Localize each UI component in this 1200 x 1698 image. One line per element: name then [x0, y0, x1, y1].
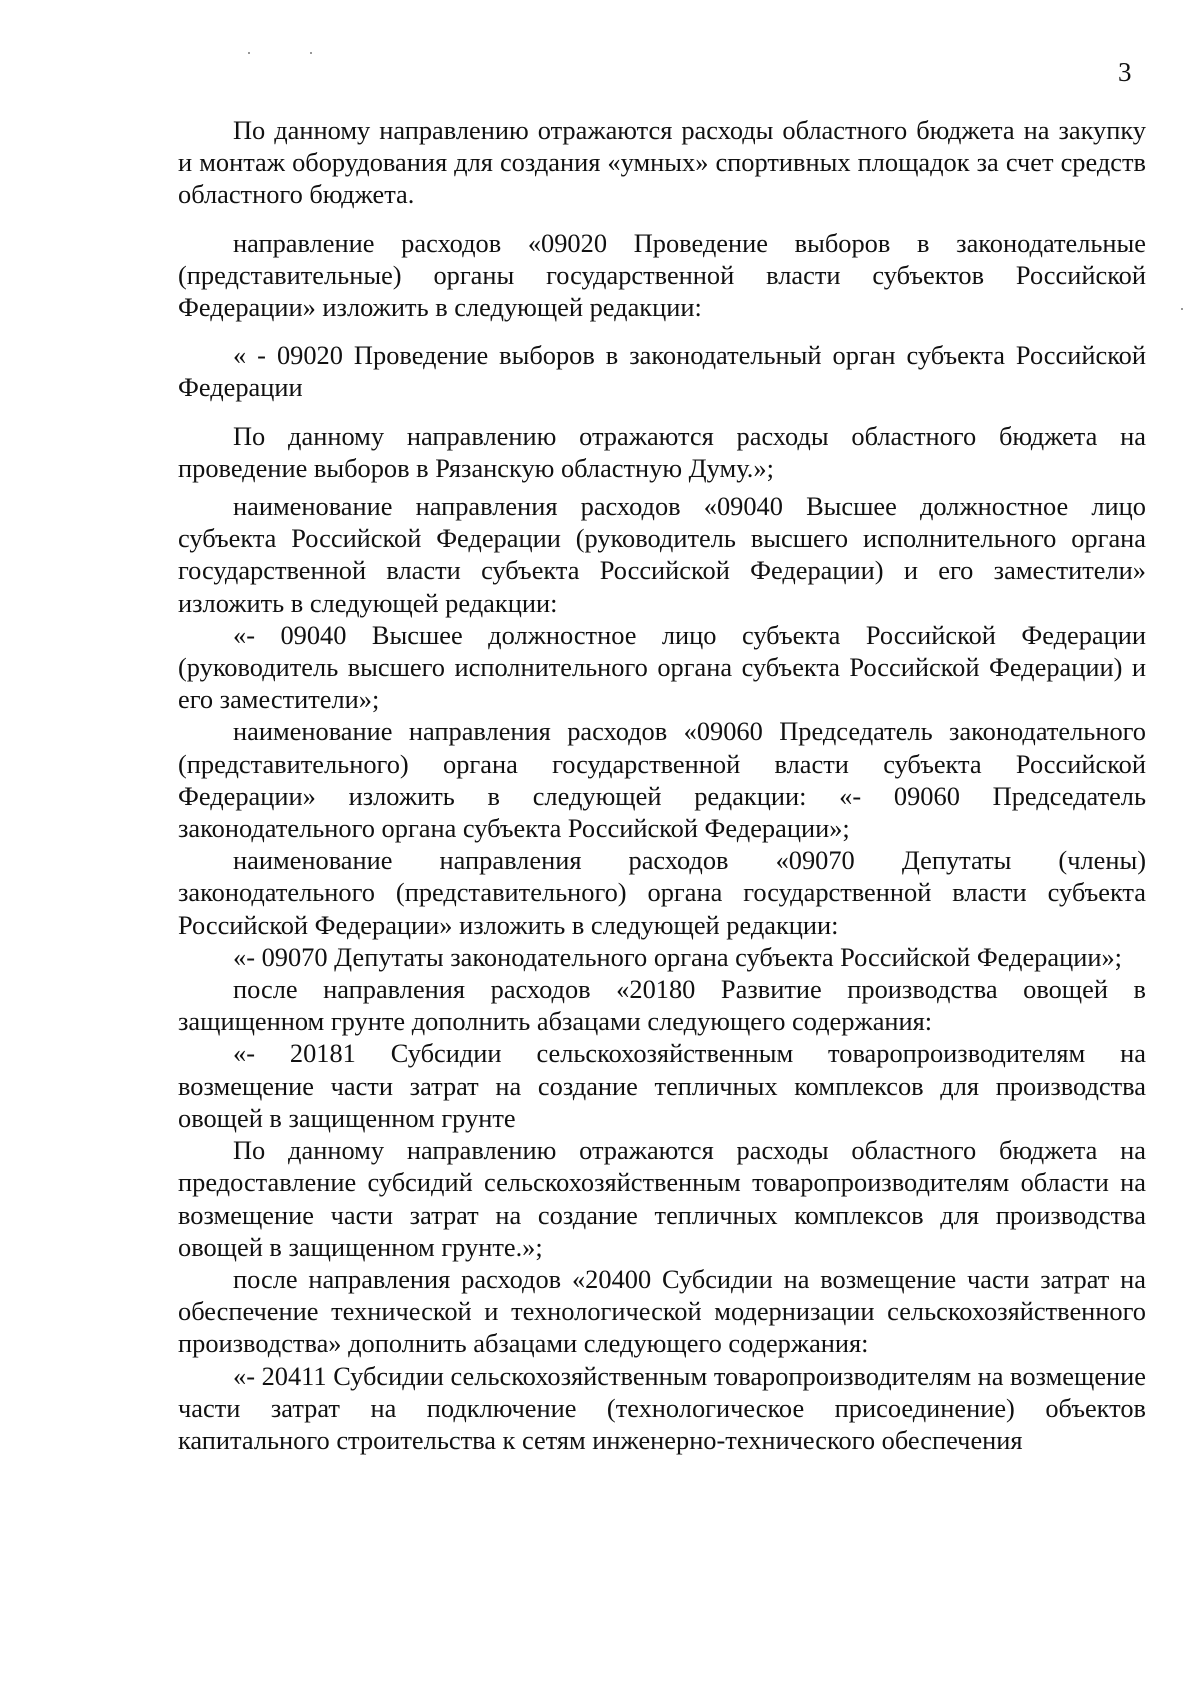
paragraph: «- 20411 Субсидии сельскохозяйственным товаропроизводителям на возмещение части затрат на подключение (технологическое присоединение) объектов капитального строительства к сетям инженерно-технического обеспечения [178, 1360, 1146, 1455]
paragraph: «- 09040 Высшее должностное лицо субъекта Российской Федерации (руководитель высшего исполнительного органа субъекта Российской Федерации) и его заместители»; [178, 619, 1146, 715]
paragraph: наименование направления расходов «09040 Высшее должностное лицо субъекта Российской Федерации (руководитель высшего исполнительного органа государственной власти субъекта Российской Федерации) и его заместители» изложить в следующей редакции: [178, 491, 1146, 618]
paragraph: наименование направления расходов «09060 Председатель законодательного (представительного) органа государственной власти субъекта Российской Федерации» изложить в следующей редакции: «- 09060 Председатель законодательного органа субъекта Российской Федерации»; [178, 716, 1146, 844]
paragraph: после направления расходов «20180 Развитие производства овощей в защищенном грунте дополнить абзацами следующего содержания: [178, 974, 1146, 1037]
scan-speck [310, 52, 312, 54]
paragraph: наименование направления расходов «09070 Депутаты (члены) законодательного (представительного) органа государственной власти субъекта Российской Федерации» изложить в следующей редакции: [178, 845, 1146, 940]
paragraph: По данному направлению отражаются расходы областного бюджета на закупку и монтаж оборудования для создания «умных» спортивных площадок за счет средств областного бюджета. [178, 115, 1146, 210]
paragraph: По данному направлению отражаются расходы областного бюджета на проведение выборов в Рязанскую областную Думу.»; [178, 420, 1146, 483]
paragraph: направление расходов «09020 Проведение выборов в законодательные (представительные) органы государственной власти субъектов Российской Федерации» изложить в следующей редакции: [178, 227, 1146, 323]
paragraph: По данному направлению отражаются расходы областного бюджета на предоставление субсидий сельскохозяйственным товаропроизводителям области на возмещение части затрат на создание тепличных комплексов для производства овощей в защищенном грунте.»; [178, 1135, 1146, 1262]
scan-speck [1181, 308, 1183, 310]
scan-speck [248, 52, 250, 54]
paragraph: после направления расходов «20400 Субсидии на возмещение части затрат на обеспечение технической и технологической модернизации сельскохозяйственного производства» дополнить абзацами следующего содержания: [178, 1263, 1146, 1359]
paragraph: « - 09020 Проведение выборов в законодательный орган субъекта Российской Федерации [178, 340, 1146, 403]
page-number: 3 [1118, 57, 1132, 87]
paragraph: «- 20181 Субсидии сельскохозяйственным товаропроизводителям на возмещение части затрат на создание тепличных комплексов для производства овощей в защищенном грунте [178, 1038, 1146, 1133]
document-body [178, 114, 1146, 1456]
paragraph: «- 09070 Депутаты законодательного органа субъекта Российской Федерации»; [233, 941, 1122, 972]
